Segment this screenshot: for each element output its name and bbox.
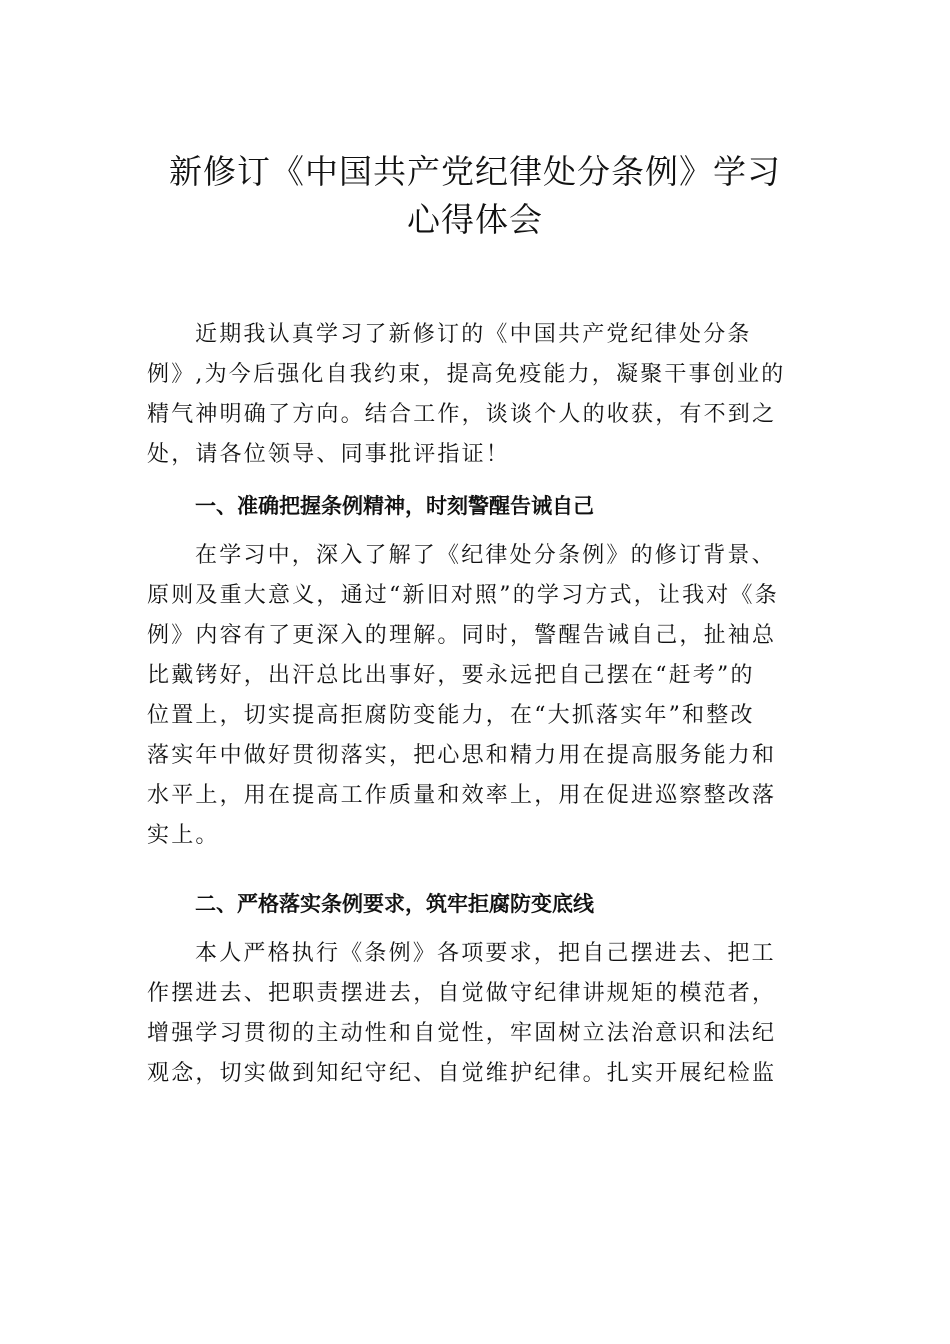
paragraph-section-1 <box>147 536 817 856</box>
paragraph-line: 位置上，切实提高拒腐防变能力，在“大抓落实年”和整改 <box>147 703 755 728</box>
paragraph-line: 例》内容有了更深入的理解。同时，警醒告诫自己，扯袖总 <box>147 623 777 648</box>
paragraph-line: 在学习中，深入了解了《纪律处分条例》的修订背景、 <box>195 543 776 568</box>
paragraph-line: 本人严格执行《条例》各项要求，把自己摆进去、把工 <box>195 941 776 966</box>
paragraph-line: 作摆进去、把职责摆进去，自觉做守纪律讲规矩的模范者， <box>147 981 777 1006</box>
paragraph-intro <box>147 315 817 475</box>
paragraph-line: 比戴铐好，出汗总比出事好，要永远把自己摆在“赶考”的 <box>147 663 755 688</box>
paragraph-line: 落实年中做好贯彻落实，把心思和精力用在提高服务能力和 <box>147 743 777 768</box>
paragraph-section-2 <box>147 934 817 1094</box>
paragraph-line: 实上。 <box>147 823 220 848</box>
paragraph-line: 增强学习贯彻的主动性和自觉性，牢固树立法治意识和法纪 <box>147 1021 777 1046</box>
document-title-line-1: 新修订《中国共产党纪律处分条例》学习 <box>169 152 781 191</box>
paragraph-line: 例》,为今后强化自我约束，提高免疫能力，凝聚干事创业的 <box>147 362 786 387</box>
paragraph-line: 原则及重大意义，通过“新旧对照”的学习方式，让我对《条 <box>147 583 779 608</box>
paragraph-line: 观念，切实做到知纪守纪、自觉维护纪律。扎实开展纪检监 <box>147 1061 777 1086</box>
document-title-line-2: 心得体会 <box>407 200 543 239</box>
section-heading-2: 二、严格落实条例要求，筑牢拒腐防变底线 <box>195 892 594 916</box>
paragraph-line: 精气神明确了方向。结合工作，谈谈个人的收获，有不到之 <box>147 402 777 427</box>
paragraph-line: 近期我认真学习了新修订的《中国共产党纪律处分条 <box>195 322 752 347</box>
paragraph-line: 水平上，用在提高工作质量和效率上，用在促进巡察整改落 <box>147 783 777 808</box>
section-heading-1: 一、准确把握条例精神，时刻警醒告诫自己 <box>195 494 594 518</box>
paragraph-line: 处，请各位领导、同事批评指证！ <box>147 442 511 467</box>
